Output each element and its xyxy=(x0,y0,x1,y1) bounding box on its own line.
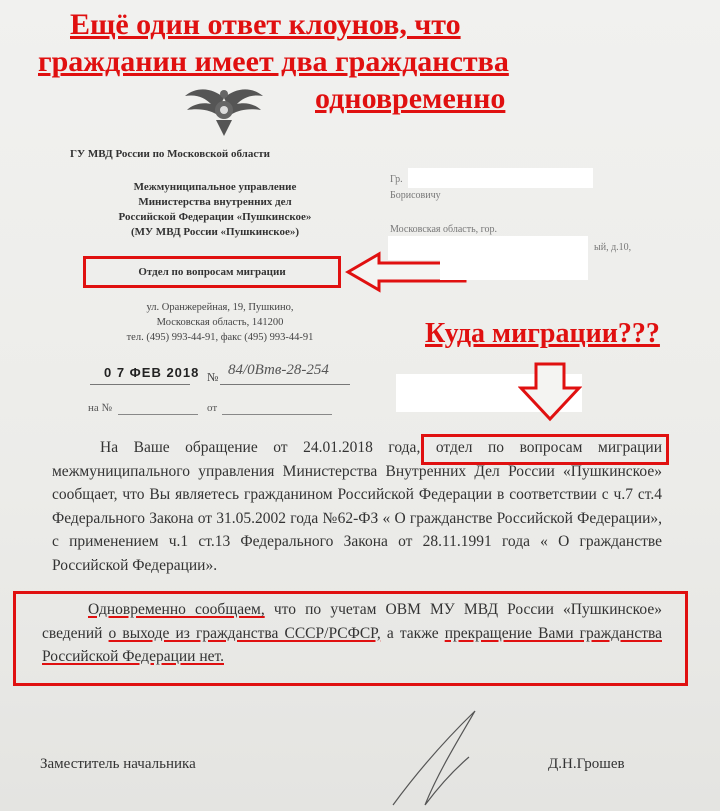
org-main: ГУ МВД России по Московской области xyxy=(70,148,270,160)
para2-text-b: что по учетам ОВМ МУ МВД России «Пушкинское» сведений xyxy=(42,601,662,642)
date-stamp: 0 7 ФЕВ 2018 xyxy=(104,365,200,380)
phones: тел. (495) 993-44-91, факс (495) 993-44-91 xyxy=(126,332,314,343)
callout-where-is-migration: Куда миграции??? xyxy=(425,318,660,349)
number-underline xyxy=(220,384,350,385)
annotation-title-line2: гражданин имеет два гражданства xyxy=(38,45,509,78)
division-label: Отдел по вопросам миграции xyxy=(138,266,286,278)
ref-from: от xyxy=(207,402,218,414)
handwritten-signature xyxy=(385,705,495,811)
migration-dept-highlight-box xyxy=(421,434,669,465)
eagle-emblem-icon xyxy=(183,80,265,140)
address-line-2: Московская область, 141200 xyxy=(156,317,284,328)
address-line-1: ул. Оранжерейная, 19, Пушкино, xyxy=(146,302,294,313)
body-paragraph-1: На Ваше обращение от 24.01.2018 года, отдел по вопросам миграции межмуниципального управления Министерства Внутренних Дел России «Пушкинское» сообщает, что Вы являетесь гражданином Российской Федерации в соответствии с ч.7 ст.4 Федерального Закона от 31.05.2002 года №62-ФЗ « О гражданстве Российской Федерации», с применением ч.1 ст.13 Федерального Закона от 28.11.1991 года « О гражданстве Российской Федерации». xyxy=(52,439,662,574)
highlight-simultaneously: Одновременно сообщаем, xyxy=(88,601,265,618)
department-block xyxy=(60,180,370,240)
ref-label: на № xyxy=(88,402,113,414)
highlight-renunciation-ussr: о выходе из гражданства СССР/РСФСР, xyxy=(108,624,381,642)
ref-from-underline xyxy=(222,414,332,415)
recipient-line-3: Московская область, гор. xyxy=(390,224,498,235)
address-block xyxy=(80,300,360,345)
signatory-position: Заместитель начальника xyxy=(40,756,196,772)
number-label: № xyxy=(207,370,219,384)
ref-underline xyxy=(118,414,198,415)
recipient-line-2: Борисовичу xyxy=(390,190,441,201)
dept-line-3: Российской Федерации «Пушкинское» xyxy=(118,211,312,223)
recipient-line-4: ый, д.10, xyxy=(594,242,632,253)
outgoing-number: 84/0Втв-28-254 xyxy=(228,362,329,378)
redaction-name xyxy=(408,168,593,188)
redaction-building xyxy=(440,256,588,280)
para2-text-d: а также xyxy=(380,624,445,642)
arrow-down-icon xyxy=(518,362,582,422)
dept-line-1: Межмуниципальное управление xyxy=(133,181,297,193)
signatory-name: Д.Н.Грошев xyxy=(548,756,625,772)
annotation-title-line3: одновременно xyxy=(315,82,506,115)
annotation-title-line1: Ещё один ответ клоунов, что xyxy=(70,8,461,41)
date-underline xyxy=(90,384,190,385)
dept-line-4: (МУ МВД России «Пушкинское») xyxy=(130,226,300,238)
dept-line-2: Министерства внутренних дел xyxy=(138,196,292,208)
highlight-termination-rf: прекращение Вами гражданства Российской Федерации нет. xyxy=(42,624,662,665)
recipient-line-1: Гр. xyxy=(390,174,403,185)
body-paragraph-2 xyxy=(42,598,662,669)
